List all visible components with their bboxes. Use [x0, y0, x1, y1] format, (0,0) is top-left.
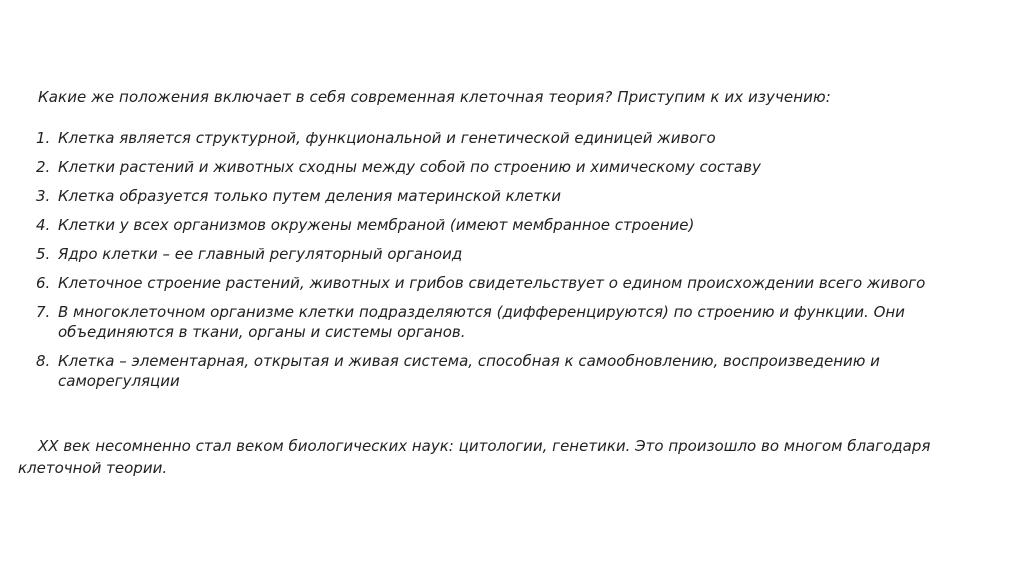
item-number: 2. — [36, 158, 51, 176]
closing-paragraph: XX век несомненно стал веком биологических наук: цитологии, генетики. Это произошло во многом благодаря клеточной теории. — [18, 437, 931, 477]
list-item — [36, 128, 1006, 148]
item-text: Клеточное строение растений, животных и грибов свидетельствует о едином происхождении всего живого — [58, 274, 926, 292]
item-number: 3. — [36, 187, 51, 205]
list-item — [36, 244, 1006, 264]
list-item — [36, 215, 1006, 235]
item-text: Клетка является структурной, функциональной и генетической единицей живого — [58, 129, 716, 147]
list-item — [36, 157, 1006, 177]
item-number: 6. — [36, 274, 51, 292]
item-number: 8. — [36, 352, 51, 370]
item-text: Ядро клетки – ее главный регуляторный органоид — [58, 245, 463, 263]
item-text: Клетка образуется только путем деления материнской клетки — [58, 187, 562, 205]
item-number: 5. — [36, 245, 51, 263]
item-number: 7. — [36, 303, 51, 321]
intro-text: Какие же положения включает в себя современная клеточная теория? Приступим к их изучению: — [38, 88, 831, 106]
theory-list — [36, 128, 1006, 400]
item-text: Клетка – элементарная, открытая и живая система, способная к самообновлению, воспроизведению и саморегуляции — [58, 352, 880, 390]
item-text: В многоклеточном организме клетки подразделяются (дифференцируются) по строению и функции. Они объединяются в ткани, органы и системы органов. — [58, 303, 905, 341]
list-item — [36, 302, 1006, 342]
item-number: 4. — [36, 216, 51, 234]
item-number: 1. — [36, 129, 51, 147]
list-item — [36, 351, 1006, 391]
list-item — [36, 273, 1006, 293]
item-text: Клетки у всех организмов окружены мембраной (имеют мембранное строение) — [58, 216, 695, 234]
item-text: Клетки растений и животных сходны между собой по строению и химическому составу — [58, 158, 761, 176]
list-item — [36, 186, 1006, 206]
